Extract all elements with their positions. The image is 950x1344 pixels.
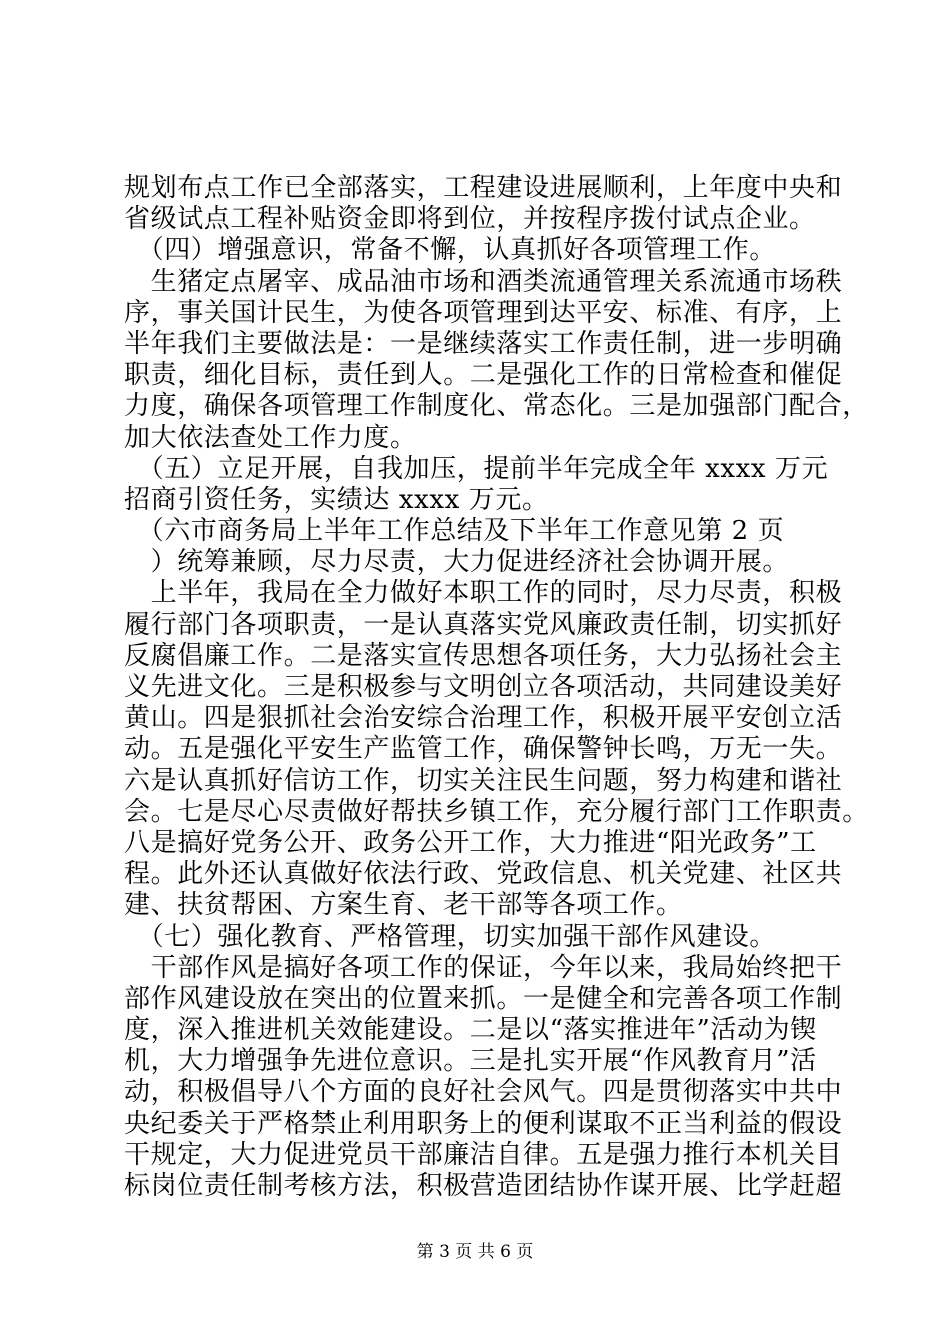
text-line: 程。此外还认真做好依法行政、党政信息、机关党建、社区共 (124, 859, 843, 890)
text-line: 生猪定点屠宰、成品油市场和酒类流通管理关系流通市场秩 (124, 266, 843, 297)
section-heading: （四）增强意识，常备不懈，认真抓好各项管理工作。 (124, 235, 777, 266)
text-line: 上半年，我局在全力做好本职工作的同时，尽力尽责，积极 (124, 578, 843, 609)
text-line: 职责，细化目标，责任到人。二是强化工作的日常检查和催促 (124, 360, 843, 391)
text-line: 半年我们主要做法是：一是继续落实工作责任制，进一步明确 (124, 328, 843, 359)
text-line: 招商引资任务，实绩达 xxxx 万元。 (124, 484, 549, 515)
text-line: 序，事关国计民生，为使各项管理到达平安、标准、有序，上 (124, 297, 843, 328)
page-number-label: 第 3 页 共 6 页 (416, 1242, 534, 1262)
text-line: 规划布点工作已全部落实，工程建设进展顺利，上年度中央和 (124, 173, 843, 203)
text-line: 动。五是强化平安生产监管工作，确保警钟长鸣，万无一失。 (124, 734, 843, 765)
text-line: 标岗位责任制考核方法，积极营造团结协作谋开展、比学赶超 (124, 1171, 843, 1201)
text-line: 部作风建设放在突出的位置来抓。一是健全和完善各项工作制 (124, 983, 843, 1014)
text-line: 度，深入推进机关效能建设。二是以“落实推进年”活动为锲 (124, 1015, 817, 1046)
document-body (124, 173, 869, 1202)
text-line: 建、扶贫帮困、方案生育、老干部等各项工作。 (124, 890, 683, 921)
text-line: 会。七是尽心尽责做好帮扶乡镇工作，充分履行部门工作职责。 (124, 796, 869, 827)
section-heading: （六市商务局上半年工作总结及下半年工作意见第 2 页 (124, 516, 785, 547)
section-heading: （五）立足开展，自我加压，提前半年完成全年 xxxx 万元 (124, 453, 829, 484)
text-line: 反腐倡廉工作。二是落实宣传思想各项任务，大力弘扬社会主 (124, 640, 843, 671)
text-line: 履行部门各项职责，一是认真落实党风廉政责任制，切实抓好 (124, 609, 843, 640)
text-line: 机，大力增强争先进位意识。三是扎实开展“作风教育月”活 (124, 1046, 817, 1077)
text-line: 省级试点工程补贴资金即将到位，并按程序拨付试点企业。 (124, 204, 816, 235)
page-footer (0, 1240, 950, 1264)
text-line: 八是搞好党务公开、政务公开工作，大力推进“阳光政务”工 (124, 827, 817, 858)
text-line: 力度，确保各项管理工作制度化、常态化。三是加强部门配合， (124, 391, 869, 422)
text-line: 六是认真抓好信访工作，切实关注民生问题，努力构建和谐社 (124, 765, 843, 796)
section-heading: （七）强化教育、严格管理，切实加强干部作风建设。 (124, 921, 777, 952)
text-line: 动，积极倡导八个方面的良好社会风气。四是贯彻落实中共中 (124, 1077, 843, 1108)
text-line: 加大依法查处工作力度。 (124, 422, 417, 453)
text-line: 干部作风是搞好各项工作的保证，今年以来，我局始终把干 (124, 952, 843, 983)
text-line: 央纪委关于严格禁止利用职务上的便利谋取不正当利益的假设 (124, 1108, 843, 1139)
text-line: 义先进文化。三是积极参与文明创立各项活动，共同建设美好 (124, 672, 843, 702)
text-line: 黄山。四是狠抓社会治安综合治理工作，积极开展平安创立活 (124, 703, 843, 734)
section-heading: ）统筹兼顾，尽力尽责，大力促进经济社会协调开展。 (124, 547, 790, 578)
text-line: 干规定，大力促进党员干部廉洁自律。五是强力推行本机关目 (124, 1139, 843, 1170)
